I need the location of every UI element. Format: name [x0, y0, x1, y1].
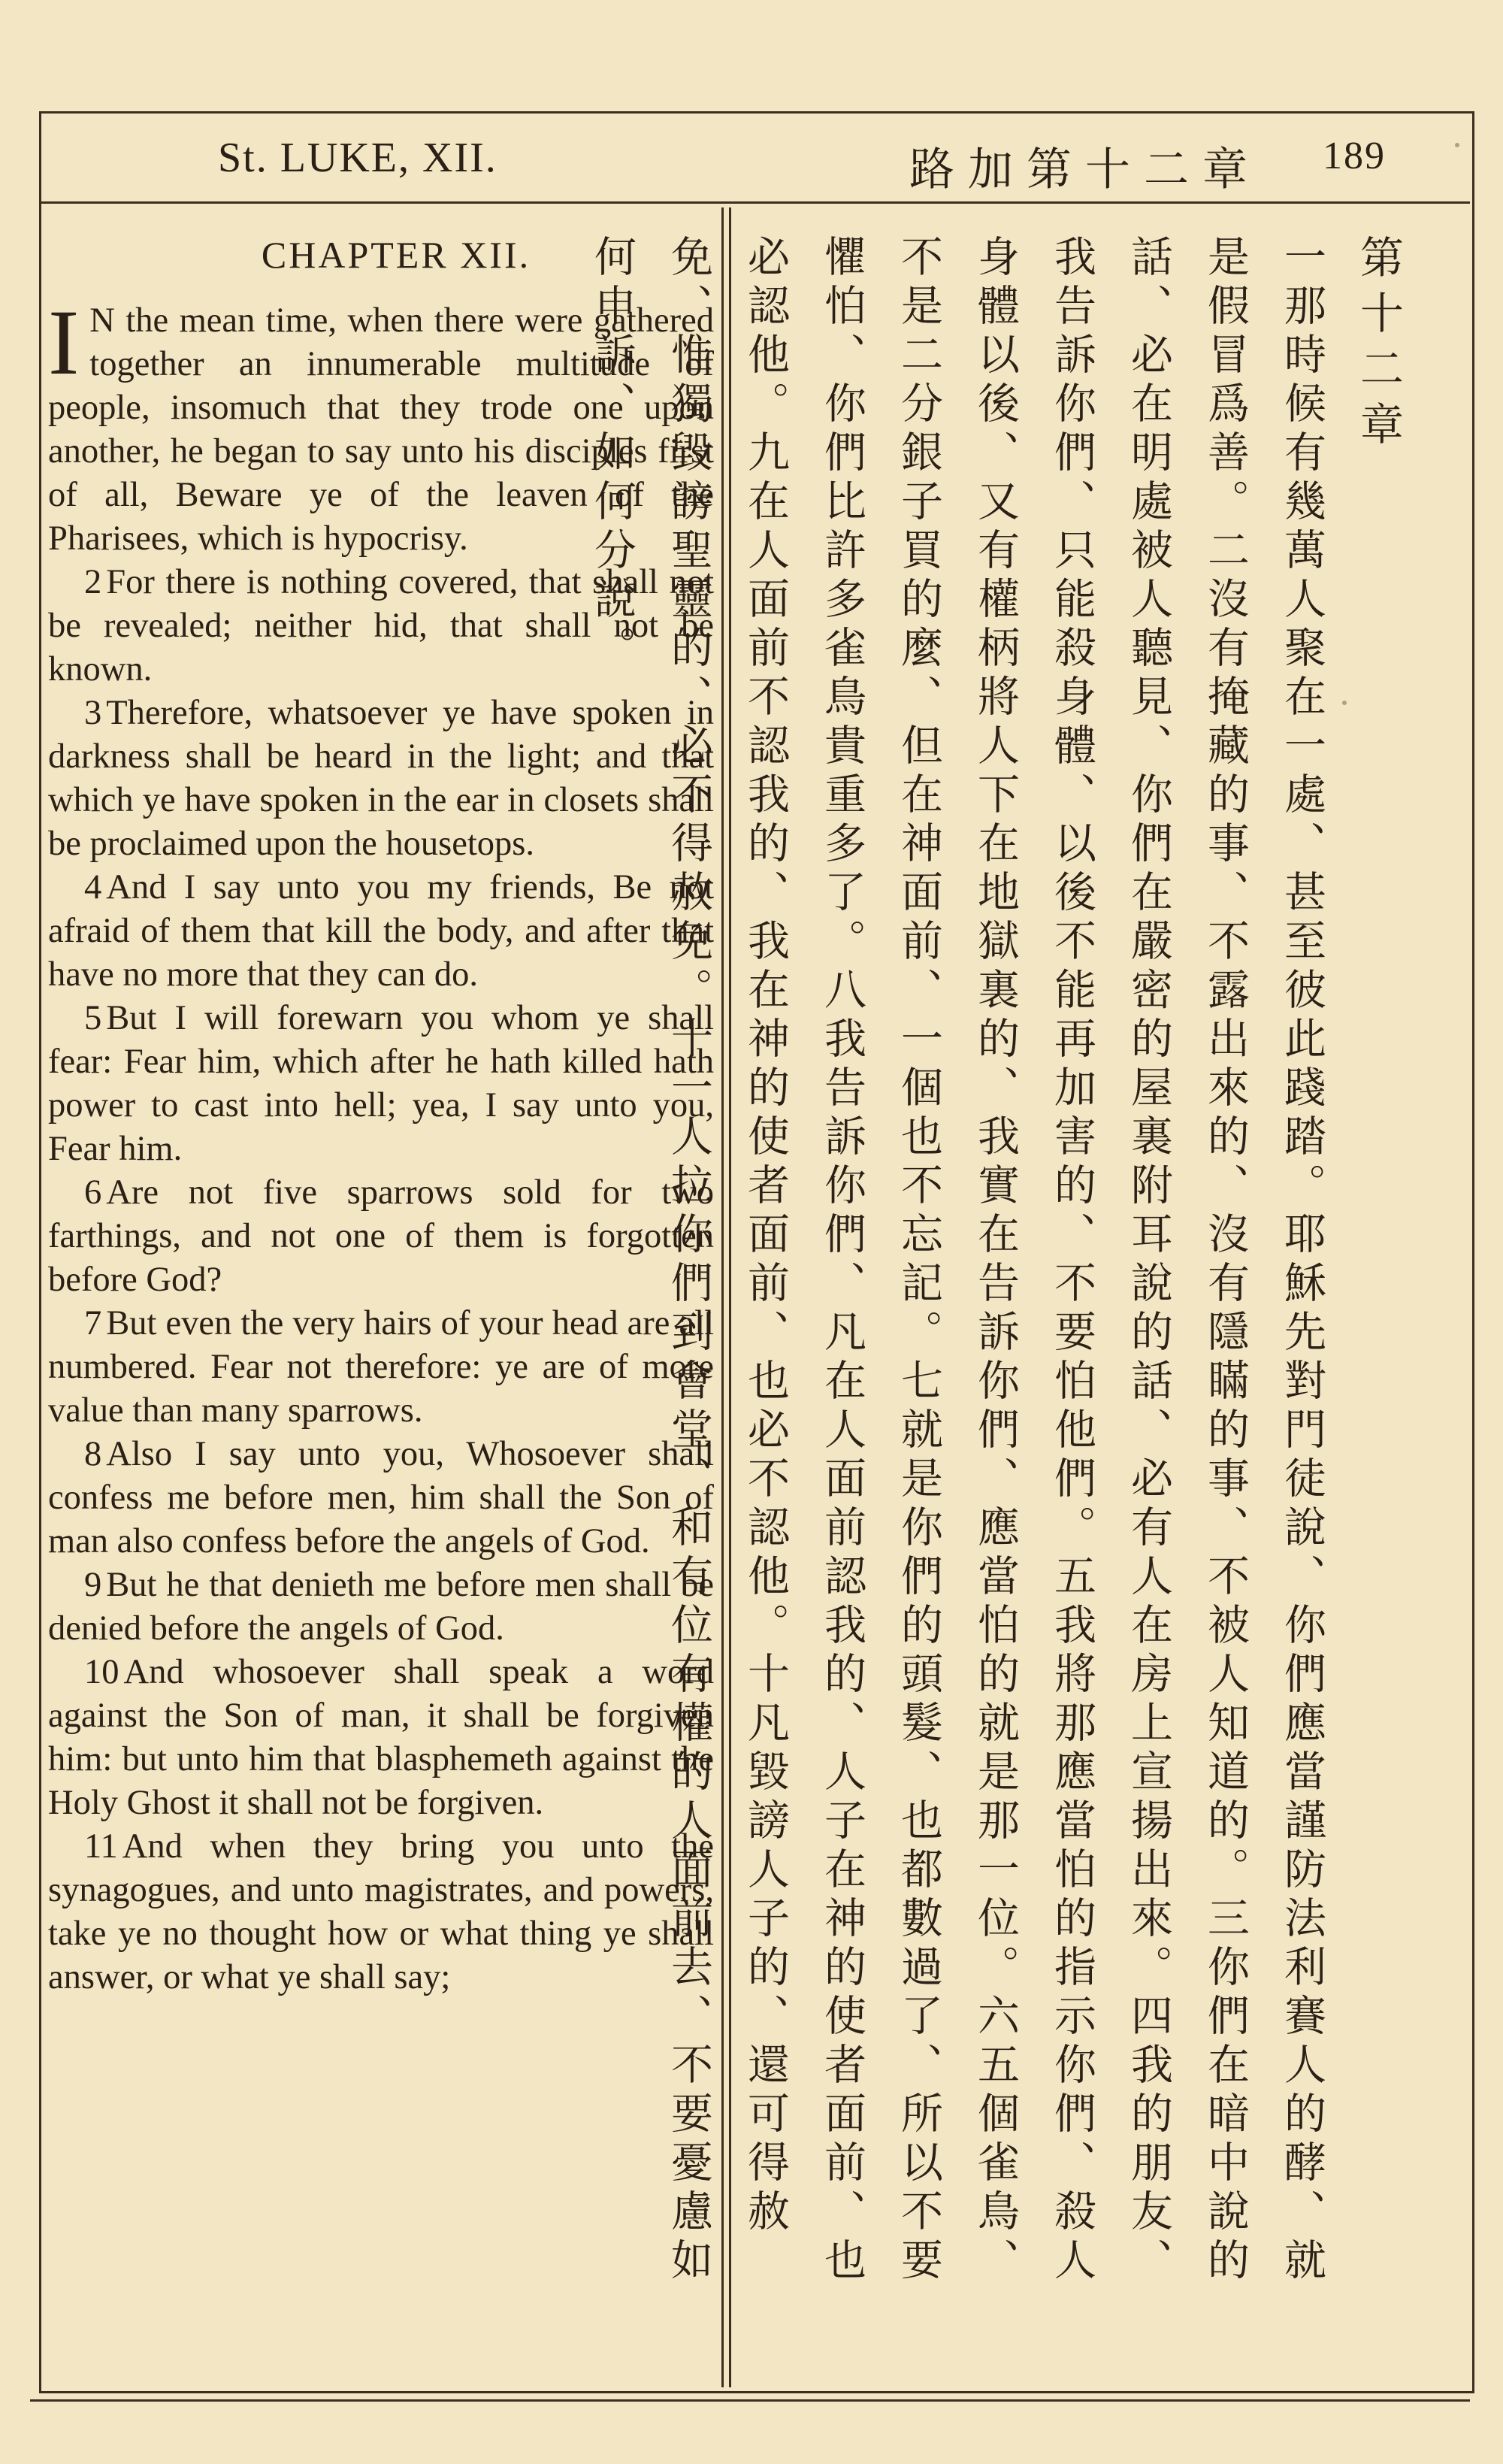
verse-number: 11 [84, 1827, 118, 1866]
verse-text: And I say unto you my friends, Be not afraid of them that kill the body, and after that have no more that they can do. [48, 868, 714, 994]
running-head-chinese: 路加第十二章 [909, 144, 1261, 196]
verse-text: And whosoever shall speak a word against the Son of man, it shall be forgiven him: but unto him that blasphemeth against the Holy Ghost it shall not be forgiven. [48, 1653, 714, 1822]
verse-number: 4 [84, 868, 102, 907]
running-head-english: St. LUKE, XII. [218, 135, 497, 181]
paper-speck [1342, 701, 1347, 705]
verse-number: 3 [84, 694, 102, 732]
paper-speck [1455, 143, 1459, 147]
verse-number: 6 [84, 1173, 102, 1212]
verse-text: Also I say unto you, Whosoever shall confess me before men, him shall the Son of man also confess before the angels of God. [48, 1435, 714, 1560]
header-rule [41, 201, 1470, 204]
verse-text: But he that denieth me before men shall be denied before the angels of God. [48, 1566, 714, 1648]
chinese-chapter-heading: 第十二章 [1353, 235, 1404, 457]
verse-text: And when they bring you unto the synagogues, and unto magistrates, and powers, take ye no thought how or what thing ye shall answer, or what ye shall say; [48, 1827, 714, 1996]
verse-number: 5 [84, 999, 102, 1037]
verse-text: Are not five sparrows sold for two farthings, and not one of them is forgotten before God? [48, 1173, 714, 1299]
bottom-rule [30, 2399, 1470, 2402]
verse-text: But even the very hairs of your head are all numbered. Fear not therefore: ye are of more value than many sparrows. [48, 1304, 714, 1430]
chapter-title: CHAPTER XII. [261, 234, 531, 276]
drop-cap: I [48, 291, 80, 394]
verse-number: 7 [84, 1304, 102, 1342]
verse-number: 2 [84, 563, 102, 601]
verse-text: N the mean time, when there were gathered together an innumerable multitude of people, insomuch that they trode one upon another, he began to say unto his disciples first of all, Beware ye of the leaven of the Pharisees, which is hypocrisy. [48, 301, 714, 558]
chinese-column [588, 235, 1417, 2287]
verse-number: 8 [84, 1435, 102, 1473]
verse-number: 10 [84, 1653, 119, 1691]
verse-text: But I will forewarn you whom ye shall fear: Fear him, which after he hath killed hath power to cast into hell; yea, I say unto you, Fear him. [48, 999, 714, 1168]
verse-text: Therefore, whatsoever ye have spoken in darkness shall be heard in the light; and that which ye have spoken in the ear in closets shall be proclaimed upon the housetops. [48, 694, 714, 863]
chinese-text: 一那時候有幾萬人聚在一處、甚至彼此踐踏。耶穌先對門徒說、你們應當謹防法利賽人的酵、就是假冒爲善。二沒有掩藏的事、不露出來的、沒有隱瞞的事、不被人知道的。三你們在暗中說的話、必在明處被人聽見、你們在嚴密的屋裏附耳說的話、必有人在房上宣揚出來。四我的朋友、我告訴你們、只能殺身體、以後不能再加害的、不要怕他們。五我將那應當怕的指示你們、殺人身體以後、又有權柄將人下在地獄裏的、我實在告訴你們、應當怕的就是那一位。六五個雀鳥、不是二分銀子買的麼、但在神面前、一個也不忘記。七就是你們的頭髮、也都數過了、所以不要懼怕、你們比許多雀鳥貴重多了。八我告訴你們、凡在人面前認我的、人子在神的使者面前、也必認他。九在人面前不認我的、我在神的使者面前、也必不認他。十凡毀謗人子的、還可得赦免、惟獨毀謗聖靈的、必不得赦免。十一人拉你們到會堂、和有位有權的人面前去、不要憂慮如何申訴、如何分說。 [588, 235, 1326, 2287]
verse-text: For there is nothing covered, that shall not be revealed; neither hid, that shall not be known. [48, 563, 714, 689]
verse-number: 9 [84, 1566, 102, 1604]
page-number: 189 [1323, 135, 1386, 177]
